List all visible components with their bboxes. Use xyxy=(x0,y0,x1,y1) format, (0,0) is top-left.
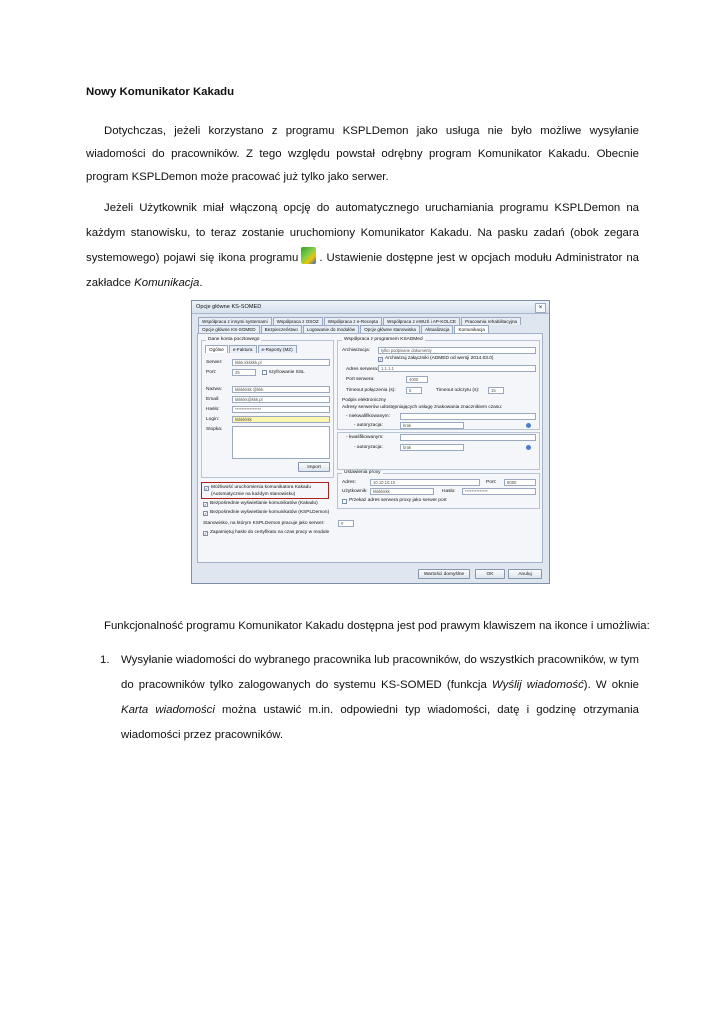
proxy-legend: Ustawienia proxy xyxy=(344,470,381,475)
server-station-label: Stanowisko, na którym KSPLDemon pracuje jako serwer: xyxy=(203,521,325,526)
unqualified-input[interactable] xyxy=(400,413,536,420)
direct-kspldemon-label: Bezpośrednie wyświetlanie komunikatów (KSPLDemon) xyxy=(210,510,330,515)
footer-label: Stopka: xyxy=(206,427,223,432)
info-icon[interactable] xyxy=(526,423,531,428)
server-label: Serwer: xyxy=(206,360,223,365)
tabs-row-1 xyxy=(198,317,522,325)
qualified-input[interactable] xyxy=(400,434,536,441)
direct-kspldemon-checkbox[interactable]: ✓ xyxy=(204,511,208,516)
proxy-password-input[interactable]: ************** xyxy=(462,488,536,495)
proxy-port-label: Port: xyxy=(486,480,497,485)
qualified-label: - kwalifikowanym: xyxy=(346,435,384,440)
tabs-row-2 xyxy=(198,325,490,333)
kakadu-option-highlight xyxy=(201,482,329,499)
defaults-button[interactable]: Wartości domyślne xyxy=(418,569,470,579)
cert-password-label: Zapamiętuj hasło do certyfikatu na czas pracy w module xyxy=(210,530,330,535)
archive-label: Archiwizacja: xyxy=(342,348,370,353)
dialog-title: Opcje główne KS-SOMED xyxy=(192,301,549,314)
proxy-forward-label: Przekaż adres serwera proxy jako serwer port xyxy=(349,498,447,503)
server-address-label: Adres serwera: xyxy=(346,367,379,372)
tab-komunikacja[interactable]: Komunikacja xyxy=(454,325,488,333)
server-port-label: Port serwera: xyxy=(346,377,375,382)
mail-account-group xyxy=(201,337,334,478)
kakadu-enable-checkbox[interactable]: ✓ xyxy=(205,486,209,491)
list-item xyxy=(86,648,639,748)
proxy-user-input[interactable]: kkkkkkkk xyxy=(370,488,434,495)
mail-subtabs xyxy=(205,345,298,353)
conn-timeout-label: Timeout połączenia (s): xyxy=(346,388,396,393)
proxy-address-input[interactable]: 10.10.10.10 xyxy=(370,479,480,486)
tab-bezpieczenstwo[interactable]: Bezpieczeństwo xyxy=(261,325,302,333)
footer-textarea[interactable] xyxy=(232,426,330,459)
auth2-label: - autoryzacja: xyxy=(354,445,383,450)
paragraph-autostart: Jeżeli Użytkownik miał włączoną opcję do automatycznego uruchamiania programu KSPLDemon na każdym stanowisku, to teraz zostanie uruchomiony Komunikator Kakadu. Na pasku zadań (obok zegara systemowego) pojawi się ikona programu . Ustawienie dostępne jest w opcjach modułu Administrator na zakładce Komunikacja. xyxy=(86,202,639,289)
kakadu-enable-label: Możliwość uruchomienia komunikatora Kakadu xyxy=(211,485,311,490)
tab-osoz[interactable]: Współpraca z OSOZ xyxy=(273,317,323,325)
list-item-text: Wysyłanie wiadomości do wybranego pracownika lub pracowników, do wszystkich pracowników, w tym do pracowników tylko zalogowanych do systemu KS-SOMED (funkcja Wyślij wiadomość). W oknie Karta wiadomości można ustawić m.in. odpowiedni typ wiadomości, datę i godzinę otrzymania wiadomości przez pracowników. xyxy=(121,654,639,741)
tab-rehabilitacja[interactable]: Pracownia rehabilitacyjna xyxy=(461,317,521,325)
port-input[interactable]: 25 xyxy=(232,369,256,376)
auth-label: - autoryzacja: xyxy=(354,423,383,428)
auth2-select[interactable]: brak xyxy=(400,444,464,451)
server-input[interactable]: kkkk.kkkkkk.pl xyxy=(232,359,330,366)
list-item-number: 1. xyxy=(100,654,110,666)
tab-inne-systemy[interactable]: Współpraca z innymi systemami xyxy=(198,317,272,325)
conn-timeout-input[interactable]: 5 xyxy=(406,387,422,394)
qualified-group xyxy=(337,432,540,470)
subtab-eraporty[interactable]: e-Raporty (MZ) xyxy=(258,345,297,353)
server-address-input[interactable]: 1.1.1.1 xyxy=(378,365,536,372)
login-input[interactable]: kkkkkkkk xyxy=(232,416,330,423)
import-button[interactable]: Import xyxy=(298,462,330,472)
name-input[interactable]: kkkkkkkk @kkk xyxy=(232,386,330,393)
cert-password-checkbox[interactable]: ✓ xyxy=(204,531,208,536)
ssl-checkbox[interactable] xyxy=(262,370,267,375)
proxy-port-input[interactable]: 8080 xyxy=(504,479,536,486)
kakadu-enable-sublabel: (Automatycznie na każdym stanowisku) xyxy=(211,492,296,497)
info-icon-2[interactable] xyxy=(526,445,531,450)
direct-kakadu-checkbox[interactable]: ✓ xyxy=(204,502,208,507)
komunikacja-panel xyxy=(197,333,543,563)
password-label: Hasło: xyxy=(206,407,220,412)
archive-select[interactable]: tylko podpisane dokumenty xyxy=(378,347,536,354)
ksadmed-group xyxy=(337,337,540,430)
close-icon[interactable]: × xyxy=(535,303,546,313)
tab-ewus[interactable]: Współpraca z eWUŚ i AP-KOLCE xyxy=(383,317,460,325)
unqualified-label: - niekwalifikowanym: xyxy=(346,414,390,419)
name-label: Nazwa: xyxy=(206,387,222,392)
paragraph-functions: Funkcjonalność programu Komunikator Kakadu dostępna jest pod prawym klawiszem na ikonce i umożliwia: xyxy=(104,620,650,632)
proxy-user-label: Użytkownik: xyxy=(342,489,368,494)
paragraph-intro: Dotychczas, jeżeli korzystano z programu KSPLDemon jako usługa nie było możliwe wysyłanie wiadomości do pracowników. Z tego względu powstał odrębny program Komunikator Kakadu. Obecnie program KSPLDemon może pracować już tylko jako serwer. xyxy=(86,125,639,183)
subtab-efaktura[interactable]: e-Faktura xyxy=(229,345,257,353)
ksadmed-legend: Współpraca z programem KSADMed xyxy=(344,337,423,342)
email-label: Email: xyxy=(206,397,220,402)
auth-select[interactable]: brak xyxy=(400,422,464,429)
functions-list xyxy=(86,648,639,748)
tab-opcje-glowne[interactable]: Opcje główne KS-SOMED xyxy=(198,325,260,333)
direct-kakadu-label: Bezpośrednie wyświetlanie komunikatów (Kakadu) xyxy=(210,501,318,506)
proxy-forward-checkbox[interactable] xyxy=(342,499,347,504)
server-port-input[interactable]: 4000 xyxy=(406,376,428,383)
tab-aktualizacja[interactable]: Aktualizacja xyxy=(421,325,454,333)
mail-account-legend: Dane konta pocztowego xyxy=(208,337,260,342)
proxy-group xyxy=(337,470,540,509)
port-label: Port: xyxy=(206,370,217,375)
cancel-button[interactable]: Anuluj xyxy=(508,569,542,579)
ssl-label: szyfrowanie SSL xyxy=(269,370,305,375)
options-dialog xyxy=(191,300,550,584)
tab-logowanie[interactable]: Logowanie do modułów xyxy=(303,325,359,333)
proxy-password-label: Hasło: xyxy=(442,489,456,494)
signature-section-label: Podpis elektroniczny xyxy=(342,398,386,403)
tab-erecepta[interactable]: Współpraca z e-Recepta xyxy=(324,317,382,325)
archive-attachments-label: Archiwizuj załączniki (ADMED od wersji 2014.03.0) xyxy=(385,356,494,361)
timestamp-servers-label: Adresy serwerów udostępniających usługę znakowania znacznikiem czasu: xyxy=(342,405,503,410)
server-station-input[interactable]: 0 xyxy=(338,520,354,527)
kakadu-program-icon xyxy=(301,247,316,264)
archive-attachments-checkbox[interactable]: ✓ xyxy=(379,357,383,362)
read-timeout-label: Timeout odczytu (s): xyxy=(436,388,480,393)
password-input[interactable]: **************** xyxy=(232,406,330,413)
login-label: Login: xyxy=(206,417,220,422)
email-input[interactable]: kkkkkk@kkk.pl xyxy=(232,396,330,403)
read-timeout-input[interactable]: 15 xyxy=(488,387,504,394)
subtab-ogolne[interactable]: Ogólne xyxy=(205,345,228,353)
tab-opcje-stanowiska[interactable]: Opcje główne stanowiska xyxy=(360,325,420,333)
proxy-address-label: Adres: xyxy=(342,480,356,485)
page-heading: Nowy Komunikator Kakadu xyxy=(86,86,235,98)
ok-button[interactable]: OK xyxy=(475,569,505,579)
